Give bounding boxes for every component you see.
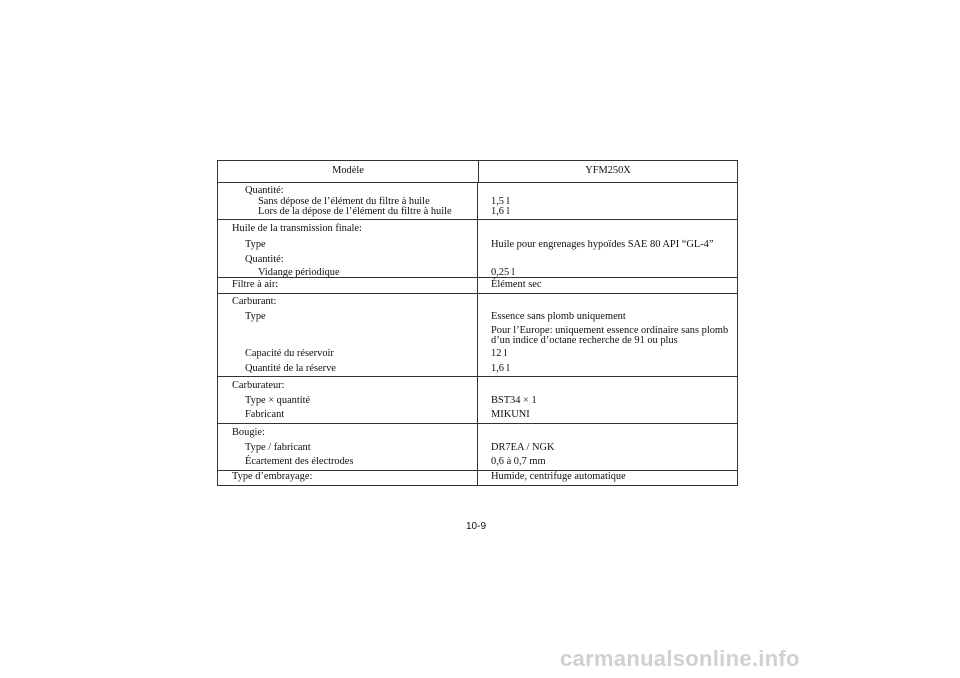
spark-plug-gap-value: 0,6 à 0,7 mm (491, 456, 546, 467)
carburetor-title: Carburateur: (232, 380, 285, 391)
header-model-label: Modèle (218, 161, 479, 182)
final-transmission-type-value: Huile pour engrenages hypoïdes SAE 80 API “GL-4” (491, 239, 714, 250)
air-filter-label: Filtre à air: (232, 279, 279, 290)
table-row-final-transmission (218, 220, 737, 278)
carburetor-type-value: BST34 × 1 (491, 395, 537, 406)
final-transmission-periodic-label: Vidange périodique (258, 267, 340, 278)
final-transmission-type-label: Type (245, 239, 266, 250)
table-row-fuel (218, 294, 737, 377)
final-transmission-periodic-value: 0,25 l (491, 267, 515, 278)
watermark-text: carmanualsonline.info (560, 646, 800, 671)
table-row-clutch (218, 471, 737, 485)
carburetor-maker-label: Fabricant (245, 409, 285, 420)
fuel-reserve-value: 1,6 l (491, 363, 510, 374)
carburetor-type-label: Type × quantité (245, 395, 311, 406)
oil-with-filter-value: 1,6 l (491, 206, 510, 217)
final-transmission-quantity-label: Quantité: (245, 254, 284, 265)
header-model-value: YFM250X (585, 165, 631, 177)
fuel-tank-label: Capacité du réservoir (245, 348, 334, 359)
final-transmission-title: Huile de la transmission finale: (232, 223, 362, 234)
spark-plug-type-value: DR7EA / NGK (491, 442, 555, 453)
spec-table (217, 160, 738, 486)
fuel-title: Carburant: (232, 296, 277, 307)
spark-plug-type-label: Type / fabricant (245, 442, 311, 453)
oil-without-filter-value: 1,5 l (491, 196, 510, 207)
table-row-oil (218, 183, 737, 220)
spark-plug-title: Bougie: (232, 427, 265, 438)
air-filter-value: Élément sec (491, 279, 542, 290)
fuel-type-label: Type (245, 311, 266, 322)
fuel-type-value: Essence sans plomb uniquement (491, 311, 626, 322)
fuel-reserve-label: Quantité de la réserve (245, 363, 336, 374)
fuel-tank-value: 12 l (491, 348, 507, 359)
fuel-europe-line2: d’un indice d’octane recherche de 91 ou plus (491, 335, 678, 346)
oil-without-filter-label: Sans dépose de l’élément du filtre à huile (258, 196, 430, 207)
table-row-carburetor (218, 377, 737, 424)
clutch-label: Type d’embrayage: (232, 471, 313, 482)
oil-quantity-label: Quantité: (245, 185, 284, 196)
page-number: 10-9 (466, 521, 487, 532)
carburetor-maker-value: MIKUNI (491, 409, 530, 420)
oil-with-filter-label: Lors de la dépose de l’élément du filtre à huile (258, 206, 452, 217)
fuel-europe-line1: Pour l’Europe: uniquement essence ordinaire sans plomb (491, 325, 729, 336)
clutch-value: Humide, centrifuge automatique (491, 471, 626, 482)
table-header-row (218, 161, 737, 183)
table-row-spark-plug (218, 424, 737, 471)
table-row-air-filter (218, 278, 737, 294)
spark-plug-gap-label: Écartement des électrodes (245, 456, 354, 467)
